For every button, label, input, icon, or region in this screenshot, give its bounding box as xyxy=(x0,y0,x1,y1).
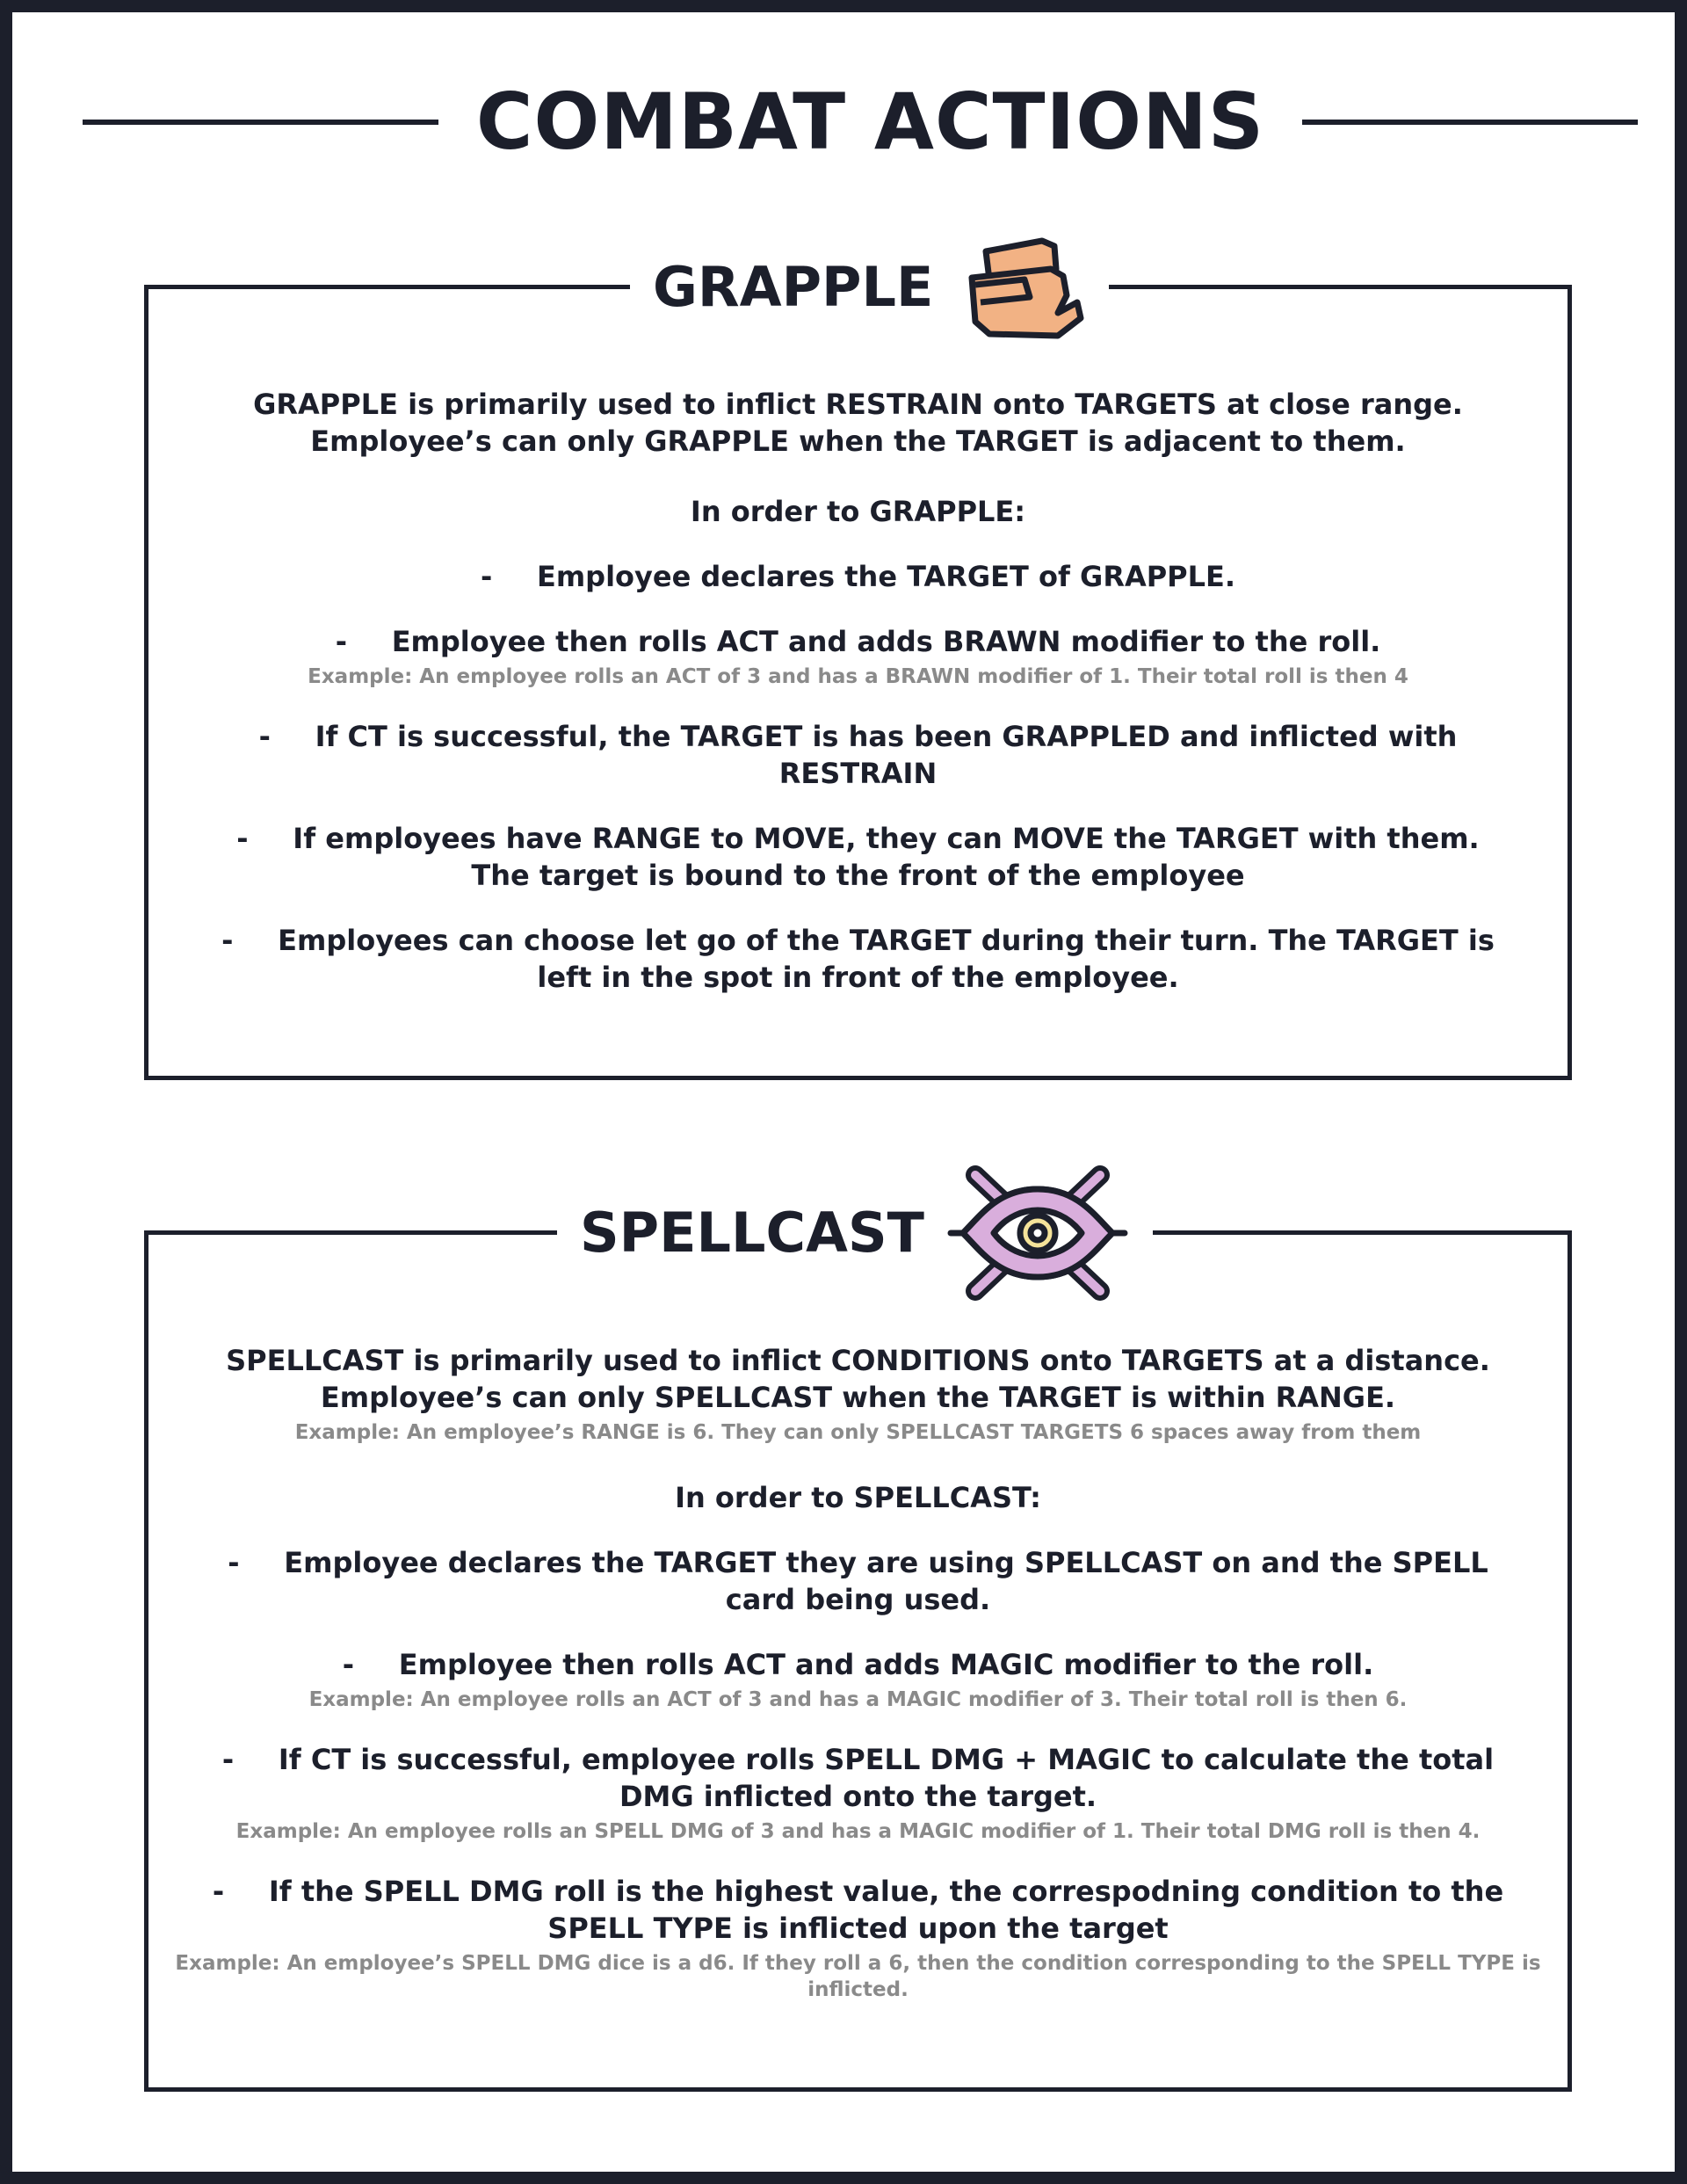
list-item xyxy=(166,558,1550,595)
spellcast-intro-line: SPELLCAST is primarily used to inflict CONDITIONS onto TARGETS at a distance. xyxy=(226,1344,1490,1377)
bullet-dash: - xyxy=(480,560,493,593)
eye-icon xyxy=(945,1163,1130,1303)
grapple-header xyxy=(630,235,1109,340)
list-item xyxy=(166,1646,1550,1713)
example-text: Example: An employee’s RANGE is 6. They can only SPELLCAST TARGETS 6 spaces away from them xyxy=(294,1421,1422,1444)
page-title: COMBAT ACTIONS xyxy=(475,76,1265,167)
list-item xyxy=(166,1741,1550,1845)
bullet-dash: - xyxy=(221,1743,235,1776)
grapple-section xyxy=(144,255,1572,1080)
grapple-order-heading: In order to GRAPPLE: xyxy=(690,495,1026,528)
bullet-dash: - xyxy=(228,1546,240,1579)
bullet-dash: - xyxy=(236,822,249,855)
list-item xyxy=(166,922,1550,996)
bullet-dash: - xyxy=(342,1648,355,1681)
example-text: Example: An employee rolls an ACT of 3 and has a BRAWN modifier of 1. Their total roll is then 4 xyxy=(308,665,1408,688)
bullet-dash: - xyxy=(335,625,347,658)
fist-icon xyxy=(954,234,1086,341)
spellcast-section xyxy=(144,1201,1572,2092)
spellcast-header xyxy=(557,1180,1153,1286)
title-rule-left xyxy=(83,120,438,125)
bullet-text: If CT is successful, the TARGET is has been GRAPPLED and inflicted with RESTRAIN xyxy=(315,720,1458,790)
example-text: Example: An employee’s SPELL DMG dice is a d6. If they roll a 6, then the condition corresponding to the SPELL TYPE is inflicted. xyxy=(175,1952,1541,2001)
bullet-text: If CT is successful, employee rolls SPELL DMG + MAGIC to calculate the total DMG inflicted onto the target. xyxy=(278,1743,1495,1813)
bullet-text: If employees have RANGE to MOVE, they can MOVE the TARGET with them. The target is bound to the front of the employee xyxy=(293,822,1480,892)
list-item xyxy=(166,1544,1550,1618)
bullet-dash: - xyxy=(221,924,234,957)
grapple-content xyxy=(166,386,1550,996)
bullet-text: Employee then rolls ACT and adds MAGIC modifier to the roll. xyxy=(398,1648,1374,1681)
grapple-intro-line: GRAPPLE is primarily used to inflict RESTRAIN onto TARGETS at close range. xyxy=(253,388,1463,421)
bullet-text: Employee then rolls ACT and adds BRAWN modifier to the roll. xyxy=(391,625,1381,658)
bullet-text: Employee declares the TARGET they are using SPELLCAST on and the SPELL card being used. xyxy=(284,1546,1488,1616)
list-item xyxy=(166,1873,1550,2003)
bullet-text: If the SPELL DMG roll is the highest value, the correspodning condition to the SPELL TYPE is inflicted upon the target xyxy=(268,1875,1504,1945)
bullet-text: Employees can choose let go of the TARGET during their turn. The TARGET is left in the spot in front of the employee. xyxy=(278,924,1495,994)
bullet-dash: - xyxy=(212,1875,225,1908)
bullet-dash: - xyxy=(258,720,271,753)
list-item xyxy=(166,718,1550,792)
example-text: Example: An employee rolls an ACT of 3 and has a MAGIC modifier of 3. Their total roll is then 6. xyxy=(308,1688,1408,1711)
grapple-intro-line: Employee’s can only GRAPPLE when the TARGET is adjacent to them. xyxy=(310,424,1406,458)
example-text: Example: An employee rolls an SPELL DMG of 3 and has a MAGIC modifier of 1. Their total DMG roll is then 4. xyxy=(235,1820,1481,1843)
list-item xyxy=(166,820,1550,894)
spellcast-title: SPELLCAST xyxy=(580,1201,924,1265)
title-rule-right xyxy=(1302,120,1638,125)
bullet-text: Employee declares the TARGET of GRAPPLE. xyxy=(536,560,1236,593)
spellcast-order-heading: In order to SPELLCAST: xyxy=(675,1481,1041,1514)
grapple-title: GRAPPLE xyxy=(653,255,934,319)
spellcast-intro-line: Employee’s can only SPELLCAST when the TARGET is within RANGE. xyxy=(320,1381,1396,1414)
list-item xyxy=(166,623,1550,690)
page-header xyxy=(83,74,1638,171)
spellcast-content xyxy=(166,1342,1550,2003)
